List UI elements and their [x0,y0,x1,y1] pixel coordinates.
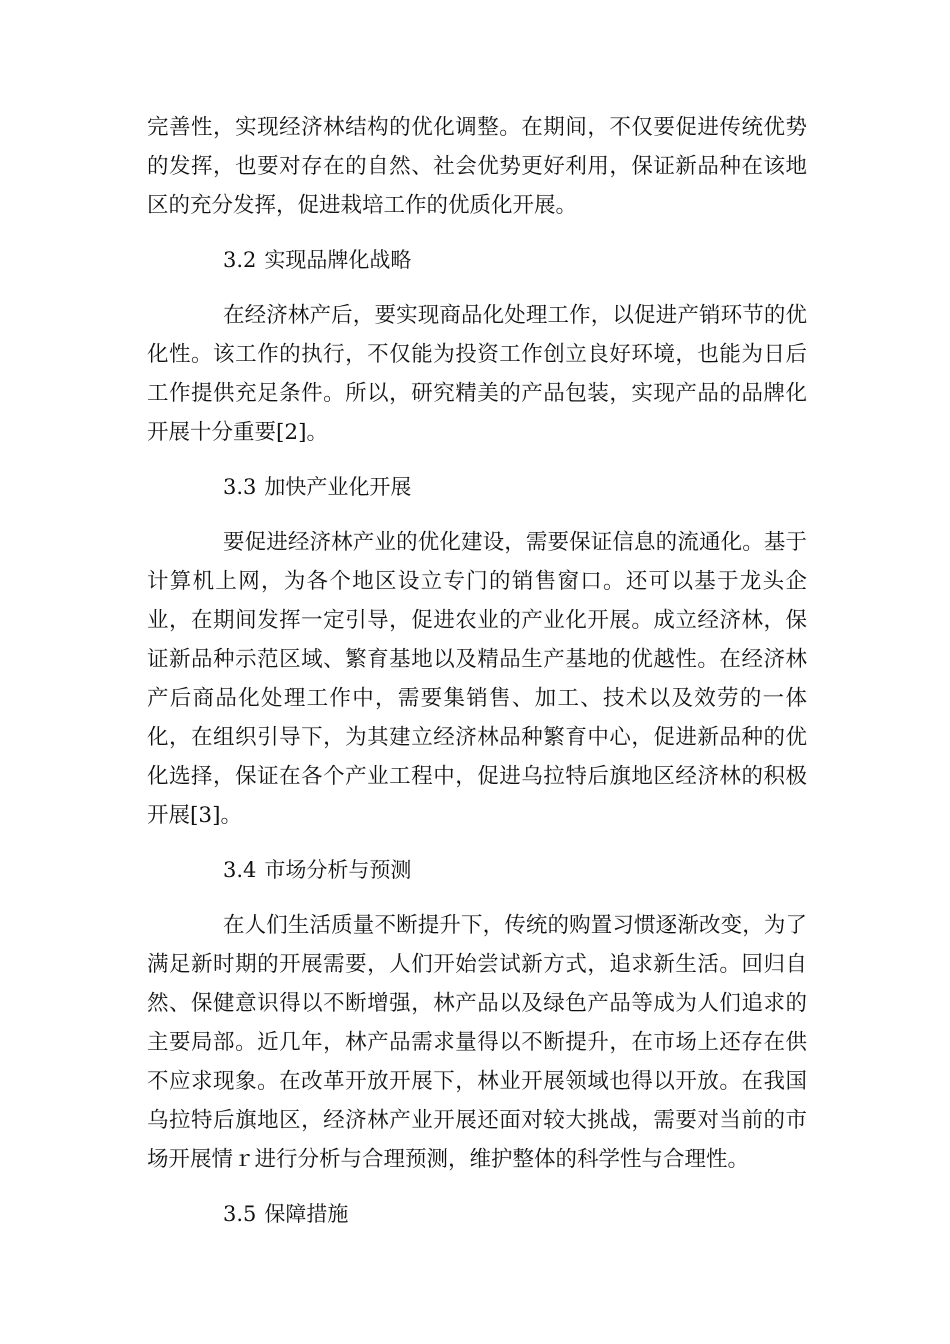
section-title: 保障措施 [264,1202,349,1226]
section-title: 加快产业化开展 [264,475,412,499]
section-title: 实现品牌化战略 [264,248,412,272]
paragraph-branding: 在经济林产后，要实现商品化处理工作，以促进产销环节的优化性。该工作的执行，不仅能为投资工作创立良好环境，也能为日后工作提供充足条件。所以，研究精美的产品包装，实现产品的品牌化开展十分重要[2]。 [147,303,807,445]
section-heading-3-2 [147,241,807,280]
paragraph-continuation: 完善性，实现经济林结构的优化调整。在期间，不仅要促进传统优势的发挥，也要对存在的自然、社会优势更好利用，保证新品种在该地区的充分发挥，促进栽培工作的优质化开展。 [147,115,807,218]
section-number: 3.4 [223,858,257,882]
document-body [147,108,807,1250]
section-title: 市场分析与预测 [264,858,412,882]
section-heading-3-3 [147,468,807,507]
section-number: 3.5 [223,1202,257,1226]
section-number: 3.2 [223,248,257,272]
paragraph-industrialization: 要促进经济林产业的优化建设，需要保证信息的流通化。基于计算机上网，为各个地区设立专门的销售窗口。还可以基于龙头企业，在期间发挥一定引导，促进农业的产业化开展。成立经济林，保证新品种示范区域、繁育基地以及精品生产基地的优越性。在经济林产后商品化处理工作中，需要集销售、加工、技术以及效劳的一体化，在组织引导下，为其建立经济林品种繁育中心，促进新品种的优化选择，保证在各个产业工程中，促进乌拉特后旗地区经济林的积极开展[3]。 [147,530,807,828]
section-number: 3.3 [223,475,257,499]
section-heading-3-5 [147,1195,807,1234]
section-heading-3-4 [147,851,807,890]
paragraph-market-analysis: 在人们生活质量不断提升下，传统的购置习惯逐渐改变，为了满足新时期的开展需要，人们开始尝试新方式，追求新生活。回归自然、保健意识得以不断增强，林产品以及绿色产品等成为人们追求的主要局部。近几年，林产品需求量得以不断提升，在市场上还存在供不应求现象。在改革开放开展下，林业开展领域也得以开放。在我国乌拉特后旗地区，经济林产业开展还面对较大挑战，需要对当前的市场开展情ｒ进行分析与合理预测，维护整体的科学性与合理性。 [147,913,807,1172]
